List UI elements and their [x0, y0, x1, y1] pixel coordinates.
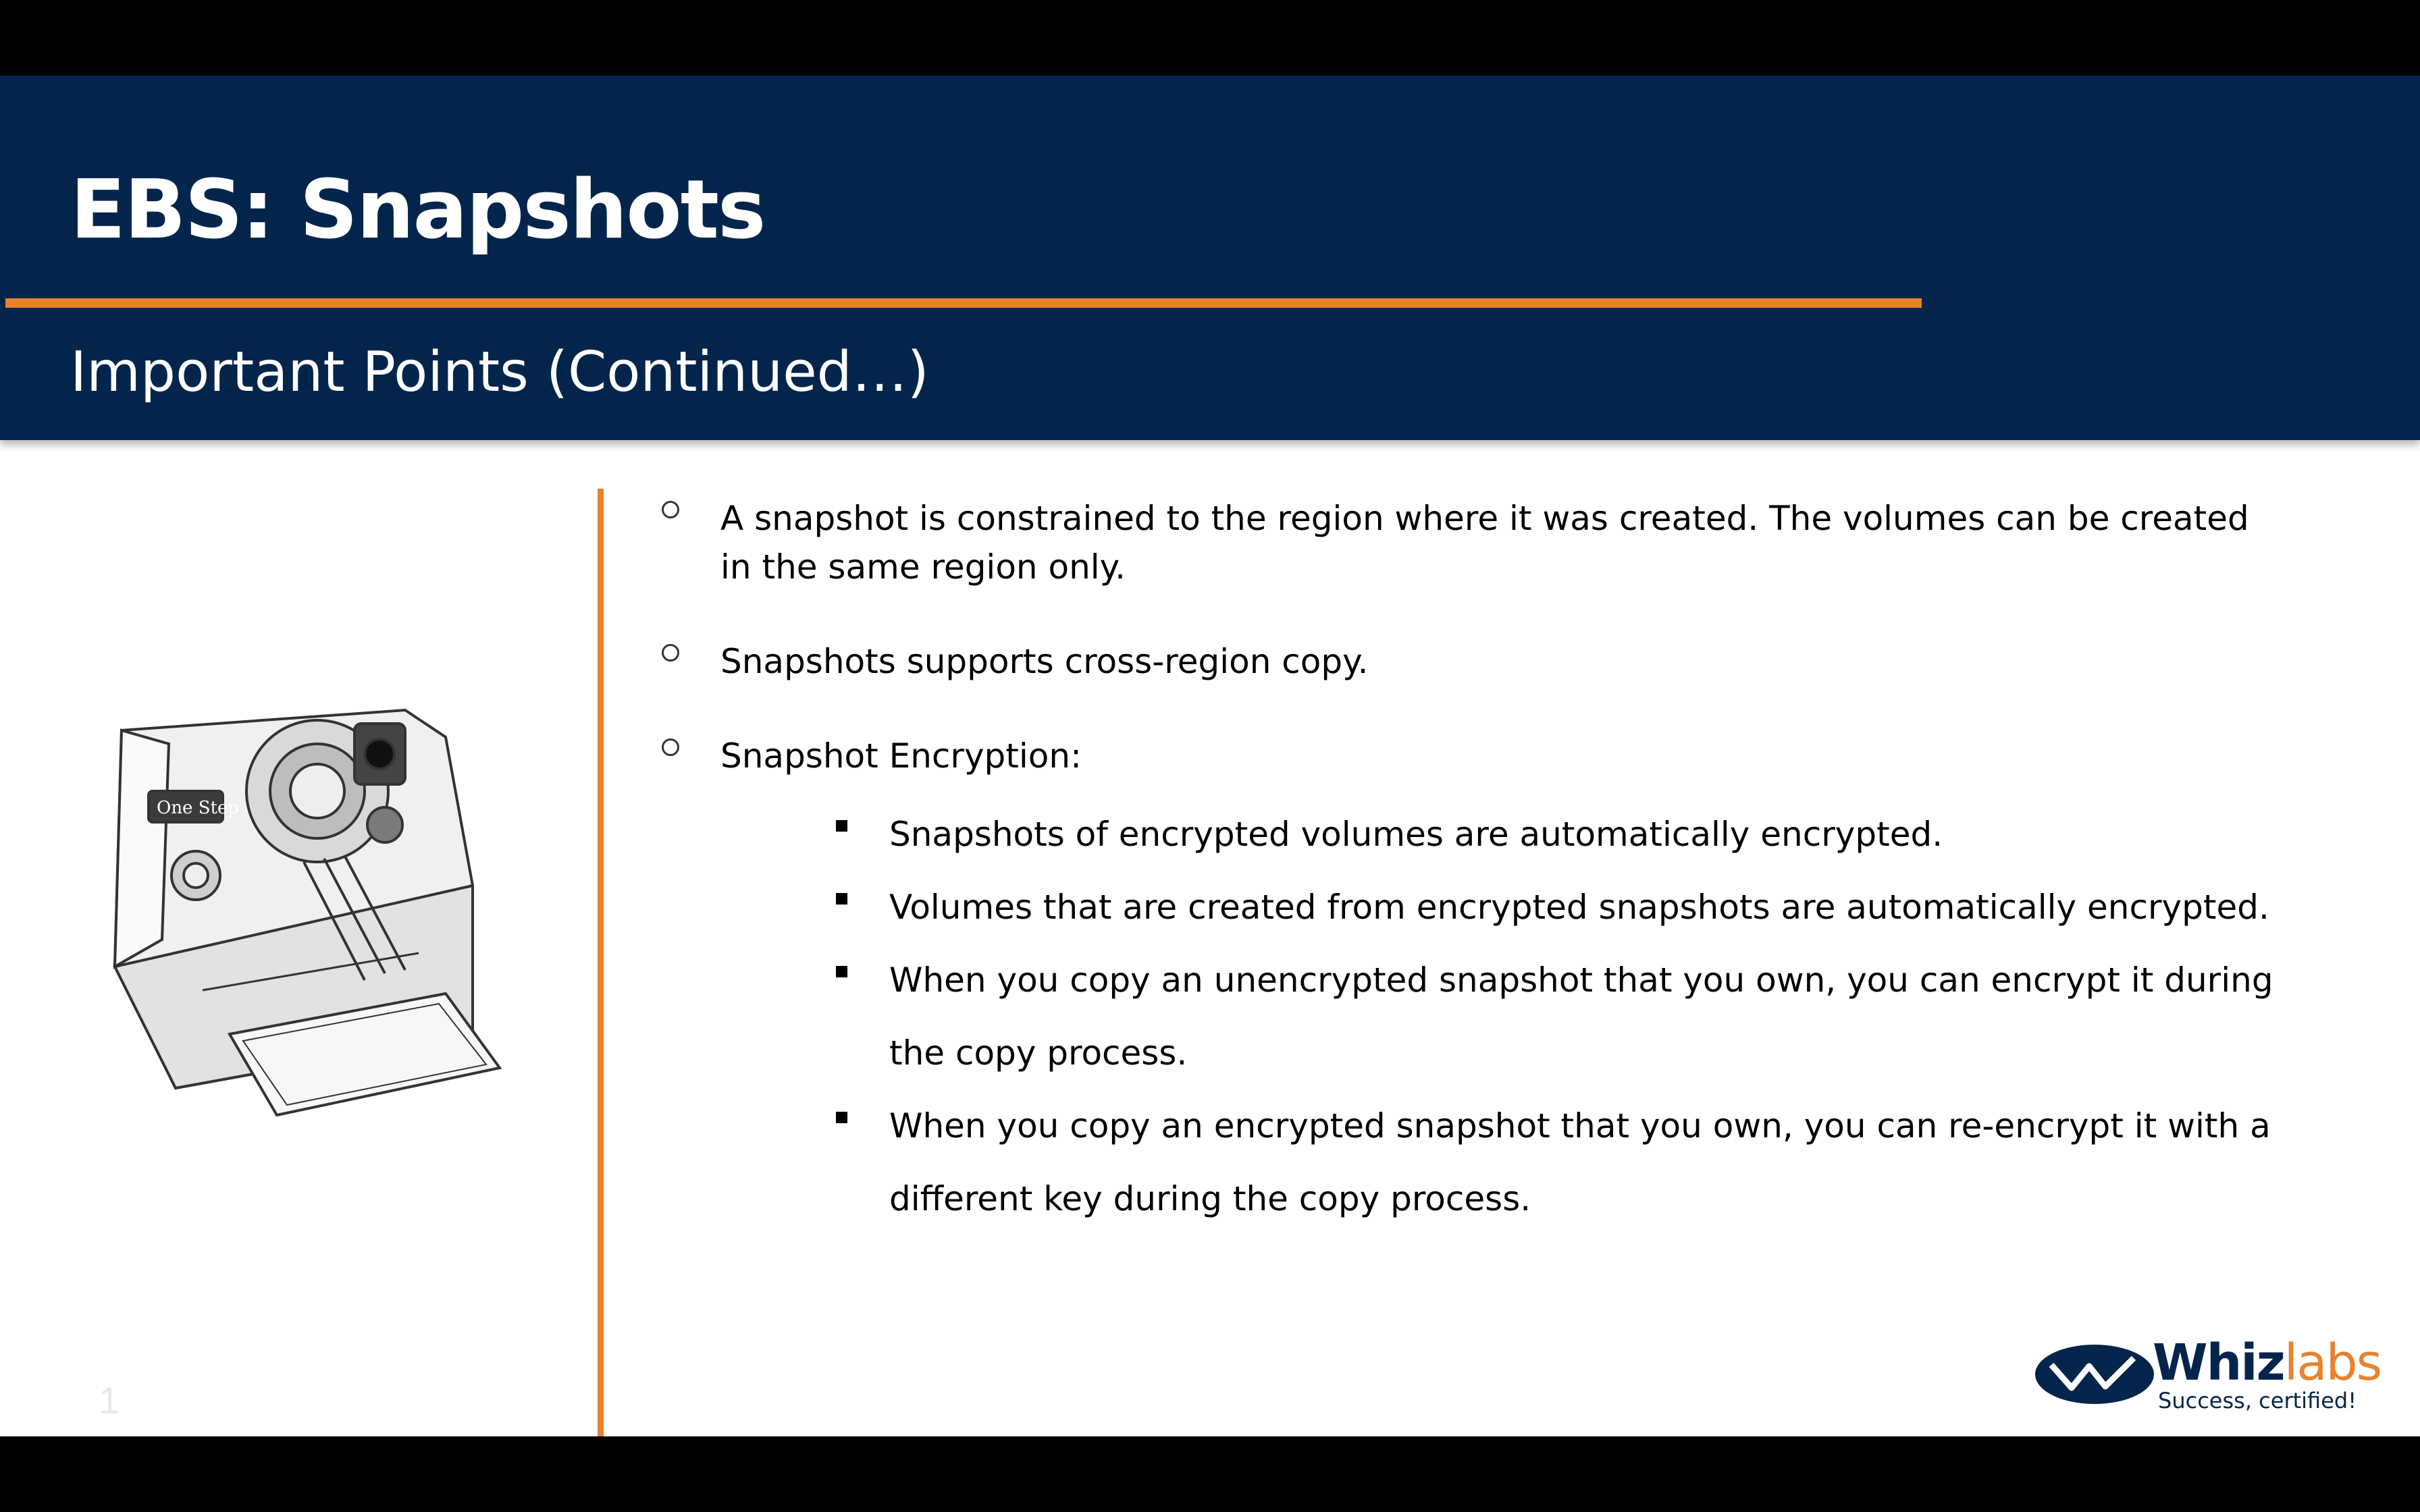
- square-bullet-icon: [836, 966, 847, 977]
- square-bullet-icon: [836, 820, 847, 832]
- slide-subtitle: Important Points (Continued…): [70, 340, 929, 404]
- instant-camera-illustration: [95, 683, 513, 1129]
- bullet-item: [662, 494, 2282, 591]
- logo-wordmark-main: Whiz: [2153, 1334, 2284, 1392]
- hollow-circle-bullet-icon: [662, 501, 679, 518]
- title-underline: [5, 298, 1922, 308]
- logo-mark-icon: [2032, 1335, 2161, 1409]
- sub-bullet-text: When you copy an unencrypted snapshot that you own, you can encrypt it during the copy process.: [889, 961, 2273, 1073]
- bullet-item: [662, 637, 2282, 686]
- sub-bullet-item: [835, 871, 2282, 944]
- vertical-divider: [598, 489, 604, 1436]
- hollow-circle-bullet-icon: [662, 644, 679, 662]
- hollow-circle-bullet-icon: [662, 738, 679, 756]
- sub-bullet-item: [835, 944, 2282, 1089]
- square-bullet-icon: [836, 1112, 847, 1123]
- bullet-text: A snapshot is constrained to the region where it was created. The volumes can be created in the same region only.: [720, 499, 2249, 587]
- bullet-text: Snapshots supports cross-region copy.: [720, 642, 1369, 681]
- slide-header: [0, 76, 2420, 440]
- sub-bullet-text: When you copy an encrypted snapshot that you own, you can re-encrypt it with a different key during the copy process.: [889, 1106, 2271, 1218]
- logo-wordmark-accent: labs: [2284, 1334, 2382, 1392]
- camera-label: One Step: [157, 798, 240, 818]
- sub-bullet-text: Snapshots of encrypted volumes are automatically encrypted.: [889, 815, 1943, 854]
- sub-bullet-text: Volumes that are created from encrypted snapshots are automatically encrypted.: [889, 888, 2269, 927]
- slide: [0, 76, 2420, 1436]
- page-number: 1: [99, 1379, 120, 1422]
- bullet-text: Snapshot Encryption:: [720, 736, 1082, 776]
- bullet-item: [662, 732, 2282, 780]
- logo-tagline: Success, certified!: [2158, 1388, 2357, 1413]
- sub-bullet-item: [835, 798, 2282, 871]
- sub-bullet-list: [835, 798, 2282, 1235]
- bullet-list: [662, 494, 2282, 1235]
- sub-bullet-item: [835, 1089, 2282, 1235]
- square-bullet-icon: [836, 893, 847, 905]
- slide-title: EBS: Snapshots: [70, 163, 765, 257]
- whizlabs-logo: [2032, 1332, 2382, 1413]
- logo-wordmark: [2153, 1334, 2381, 1392]
